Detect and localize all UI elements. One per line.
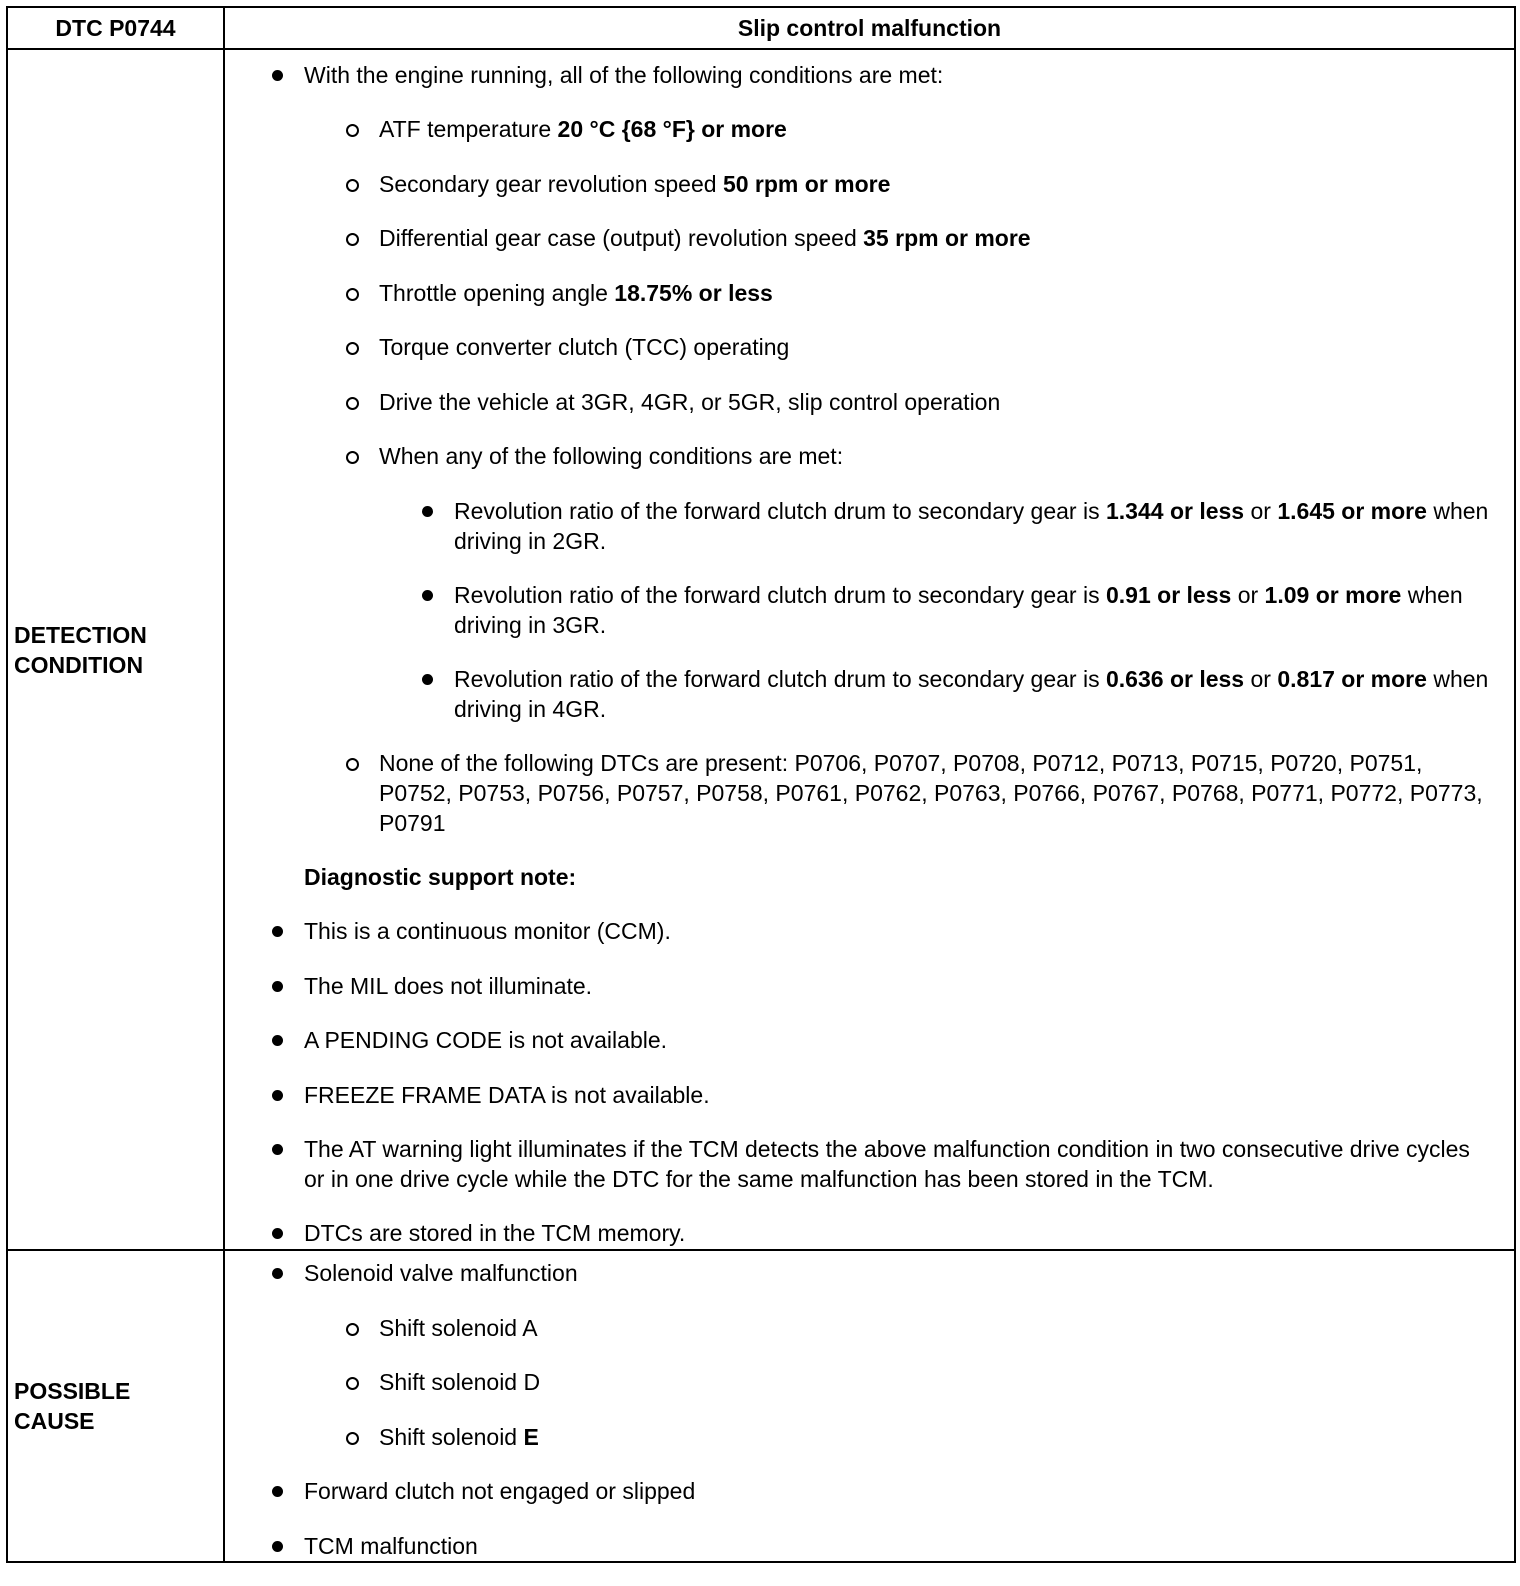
list-item: Drive the vehicle at 3GR, 4GR, or 5GR, slip control operation [379, 387, 1494, 417]
list-item: Throttle opening angle 18.75% or less [379, 278, 1494, 308]
header-row [7, 7, 1515, 49]
detection-condition-content [224, 49, 1515, 1250]
list-item: A PENDING CODE is not available. [304, 1025, 1494, 1055]
possible-cause-row [7, 1250, 1515, 1562]
list-item: Shift solenoid A [379, 1313, 1494, 1343]
list-item: Revolution ratio of the forward clutch drum to secondary gear is 0.636 or less or 0.817 or more when driving in 4GR. [454, 664, 1494, 724]
list-item: Revolution ratio of the forward clutch drum to secondary gear is 1.344 or less or 1.645 or more when driving in 2GR. [454, 496, 1494, 556]
dtc-title: Slip control malfunction [224, 7, 1515, 49]
list-item: Forward clutch not engaged or slipped [304, 1476, 1494, 1506]
list-item: DTCs are stored in the TCM memory. [304, 1218, 1494, 1248]
list-item: When any of the following conditions are met: [379, 441, 1494, 471]
diagnostic-note-heading: Diagnostic support note: [304, 864, 577, 890]
list-item: Secondary gear revolution speed 50 rpm or more [379, 169, 1494, 199]
detection-condition-row [7, 49, 1515, 1250]
list-item: Revolution ratio of the forward clutch drum to secondary gear is 0.91 or less or 1.09 or more when driving in 3GR. [454, 580, 1494, 640]
possible-cause-content [224, 1250, 1515, 1562]
dtc-table [6, 6, 1516, 1563]
list-item: ATF temperature 20 °C {68 °F} or more [379, 114, 1494, 144]
list-item: With the engine running, all of the following conditions are met: [304, 60, 1494, 90]
list-item: Torque converter clutch (TCC) operating [379, 332, 1494, 362]
dtc-code: DTC P0744 [7, 7, 224, 49]
list-item: Shift solenoid E [379, 1422, 1494, 1452]
list-item: This is a continuous monitor (CCM). [304, 916, 1494, 946]
list-item: The AT warning light illuminates if the TCM detects the above malfunction condition in two consecutive drive cycles or in one drive cycle while the DTC for the same malfunction has been stored in the TCM. [304, 1134, 1494, 1194]
list-item: Solenoid valve malfunction [304, 1258, 1494, 1288]
possible-cause-label: POSSIBLE CAUSE [7, 1250, 224, 1562]
list-item: TCM malfunction [304, 1531, 1494, 1561]
list-item: FREEZE FRAME DATA is not available. [304, 1080, 1494, 1110]
list-item: The MIL does not illuminate. [304, 971, 1494, 1001]
list-item: Differential gear case (output) revolution speed 35 rpm or more [379, 223, 1494, 253]
detection-condition-label: DETECTION CONDITION [7, 49, 224, 1250]
list-item: None of the following DTCs are present: P0706, P0707, P0708, P0712, P0713, P0715, P0720, P0751, P0752, P0753, P0756, P0757, P0758, P0761, P0762, P0763, P0766, P0767, P0768, P0771, P0772, P0773, P0791 [379, 748, 1494, 838]
list-item: Shift solenoid D [379, 1367, 1494, 1397]
